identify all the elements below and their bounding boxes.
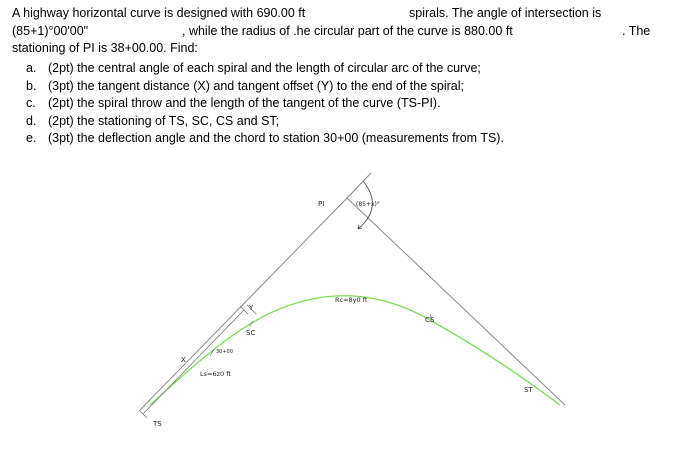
forward-tangent-line [347,198,565,405]
item-letter: c. [26,96,36,110]
problem-line1-b: spirals. The angle of intersection is [409,6,602,20]
x-dimension-line [143,310,244,414]
problem-line2-c: . The [622,23,651,38]
y-label: Y [249,304,254,312]
cs-label: CS [425,316,435,324]
radius-label: Rc=8y0 ft [335,296,368,304]
item-text: (2pt) the central angle of each spiral and the length of circular arc of the curve; [48,61,481,75]
angle-label: (85+x)° [356,201,380,208]
item-letter: e. [26,131,37,145]
problem-line2-b: , while the radius of .he circular part of the curve is 880.00 ft [182,23,513,38]
sc-label: SC [246,329,256,337]
back-tangent-line [140,198,347,410]
item-letter: a. [26,61,37,75]
pi-label: PI [318,200,325,208]
problem-line1-a: A highway horizontal curve is designed with 690.00 ft [12,6,306,20]
item-text: (3pt) the deflection angle and the chord to station 30+00 (measurements from TS). [48,131,504,145]
problem-line3: stationing of PI is 38+00.00. Find: [12,41,198,55]
item-letter: d. [26,113,37,128]
st-label: ST [524,386,533,394]
spiral-length-label: Ls=6z0 ft [200,370,231,378]
problem-line2-a: (85+1)°00'00" [12,23,89,38]
item-text: (2pt) the stationing of TS, SC, CS and ST; [48,113,280,128]
item-text: (2pt) the spiral throw and the length of the tangent of the curve (TS-PI). [48,96,441,110]
tangent-extension-line [347,173,371,198]
horizontal-curve [150,296,560,405]
station-label: 30+00 [216,349,233,355]
item-text: (3pt) the tangent distance (X) and tangent offset (Y) to the end of the spiral; [48,78,464,93]
ts-label: TS [153,420,162,428]
item-letter: b. [26,78,37,93]
x-label: X [181,356,186,364]
